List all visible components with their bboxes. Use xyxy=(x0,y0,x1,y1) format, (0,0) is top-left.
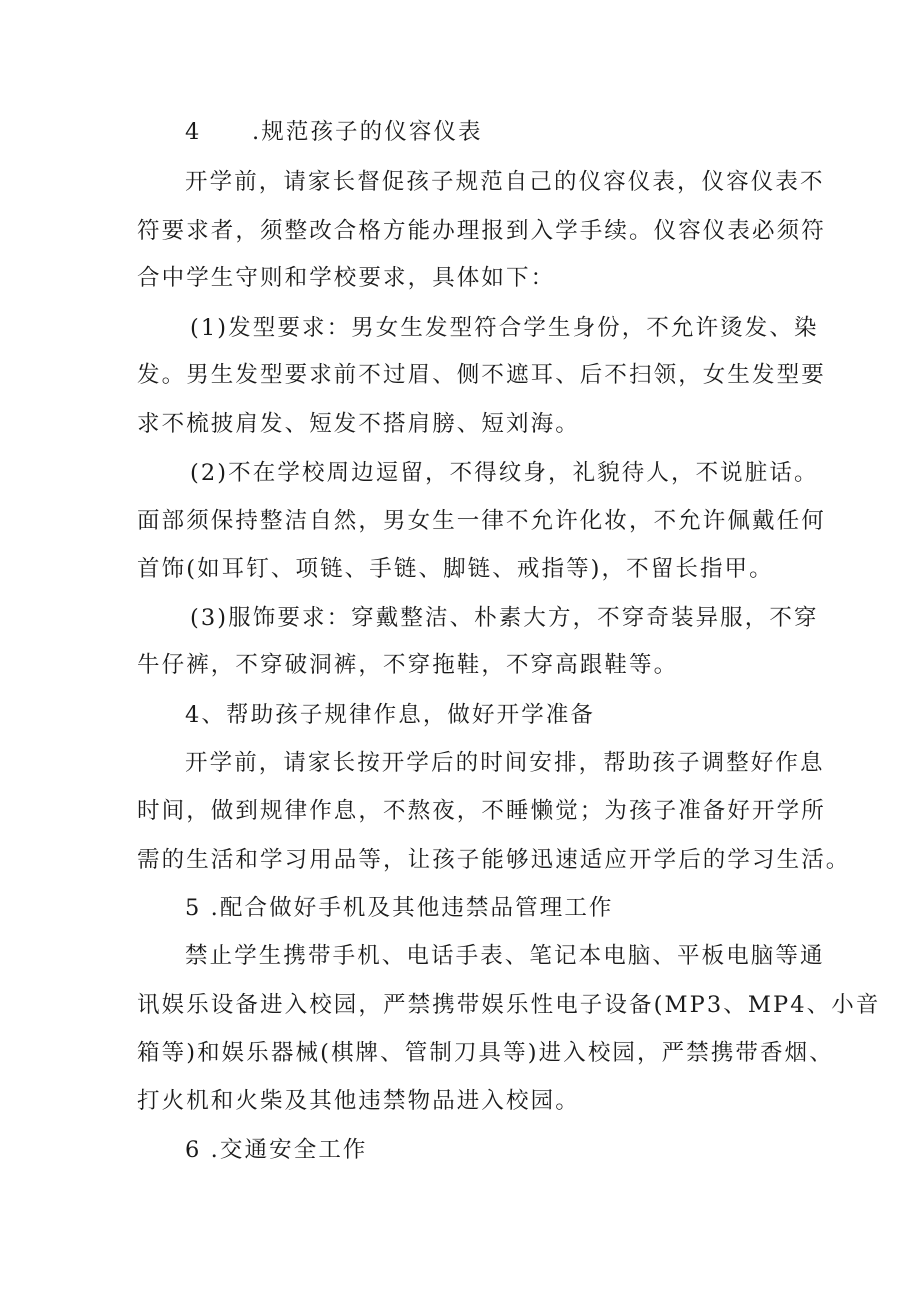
list-item-line: 牛仔裤，不穿破洞裤，不穿拖鞋，不穿高跟鞋等。 xyxy=(137,652,679,678)
paragraph-line: 需的生活和学习用品等，让孩子能够迅速适应开学后的学习生活。 xyxy=(137,847,851,873)
paragraph-line: 时间，做到规律作息，不熬夜，不睡懒觉；为孩子准备好开学所 xyxy=(137,798,826,824)
paragraph-line: 开学前，请家长督促孩子规范自己的仪容仪表，仪容仪表不 xyxy=(185,169,825,195)
paragraph-line: 开学前，请家长按开学后的时间安排，帮助孩子调整好作息 xyxy=(185,750,825,776)
list-item-line: (3)服饰要求：穿戴整洁、朴素大方，不穿奇装异服，不穿 xyxy=(190,605,819,631)
list-item-line: 发。男生发型要求前不过眉、侧不遮耳、后不扫领，女生发型要 xyxy=(137,362,826,388)
paragraph-line: 合中学生守则和学校要求，具体如下： xyxy=(137,265,556,291)
paragraph-line: 打火机和火柴及其他违禁物品进入校园。 xyxy=(137,1088,580,1114)
paragraph-line: 箱等)和娱乐器械(棋牌、管制刀具等)进入校园，严禁携带香烟、 xyxy=(137,1040,834,1066)
paragraph-line: 禁止学生携带手机、电话手表、笔记本电脑、平板电脑等通 xyxy=(185,943,825,969)
section-heading: 4、帮助孩子规律作息，做好开学准备 xyxy=(185,702,596,728)
section-heading xyxy=(185,118,483,146)
section-number: 4 xyxy=(185,119,202,145)
paragraph-line: 讯娱乐设备进入校园，严禁携带娱乐性电子设备(MP3、MP4、小音 xyxy=(137,992,881,1018)
section-heading: 5 .配合做好手机及其他违禁品管理工作 xyxy=(185,895,614,921)
paragraph-line: 符要求者，须整改合格方能办理报到入学手续。仪容仪表必须符 xyxy=(137,218,826,244)
section-heading: 6 .交通安全工作 xyxy=(185,1137,368,1163)
list-item-line: 面部须保持整洁自然，男女生一律不允许化妆，不允许佩戴任何 xyxy=(137,508,826,534)
list-item-line: (1)发型要求：男女生发型符合学生身份，不允许烫发、染 xyxy=(190,315,819,341)
list-item-line: 首饰(如耳钉、项链、手链、脚链、戒指等)，不留长指甲。 xyxy=(137,556,774,582)
section-title: .规范孩子的仪容仪表 xyxy=(252,119,483,145)
list-item-line: (2)不在学校周边逗留，不得纹身，礼貌待人，不说脏话。 xyxy=(190,460,819,486)
list-item-line: 求不梳披肩发、短发不搭肩膀、短刘海。 xyxy=(137,411,580,437)
